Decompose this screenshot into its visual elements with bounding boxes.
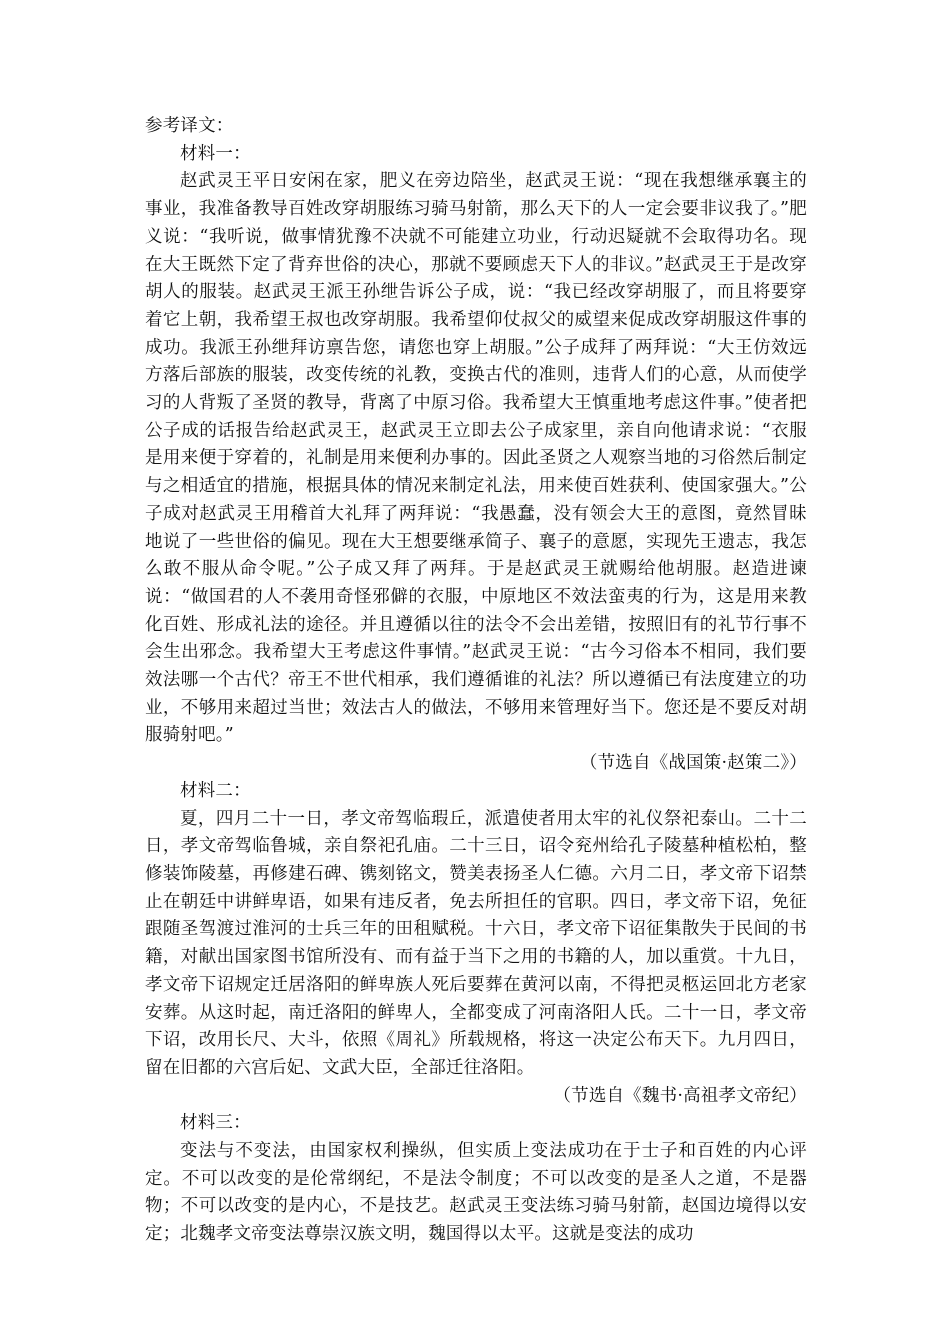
material-1-text: 赵武灵王平日安闲在家，肥义在旁边陪坐，赵武灵王说：“现在我想继承襄主的事业，我准备教导百姓改穿胡服练习骑马射箭，那么天下的人一定会要非议我了。”肥义说：“我听说，做事情犹豫不决就不可能建立功业，行动迟疑就不会取得功名。现在大王既然下定了背弃世俗的决心，那就不要顾虑天下人的非议。”赵武灵王于是改穿胡人的服装。赵武灵王派王孙绁告诉公子成，说：“我已经改穿胡服了，而且将要穿着它上朝，我希望王叔也改穿胡服。我希望仰仗叔父的威望来促成改穿胡服这件事的成功。我派王孙绁拜访禀告您，请您也穿上胡服。”公子成拜了两拜说：“大王仿效远方落后部族的服装，改变传统的礼教，变换古代的准则，违背人们的心意，从而使学习的人背叛了圣贤的教导，背离了中原习俗。我希望大王慎重地考虑这件事。”使者把公子成的话报告给赵武灵王，赵武灵王立即去公子成家里，亲自向他请求说：“衣服是用来便于穿着的，礼制是用来便利办事的。因此圣贤之人观察当地的习俗然后制定与之相适宜的措施，根据具体的情况来制定礼法，用来使百姓获利、使国家强大。”公子成对赵武灵王用稽首大礼拜了两拜说：“我愚蠢，没有领会大王的意图，竟然冒昧地说了一些世俗的偏见。现在大王想要继承简子、襄子的意愿，实现先王遗志，我怎么敢不服从命令呢。”公子成又拜了两拜。于是赵武灵王就赐给他胡服。赵造进谏说：“做国君的人不袭用奇怪邪僻的衣服，中原地区不效法蛮夷的行为，这是用来教化百姓、形成礼法的途径。并且遵循以往的法令不会出差错，按照旧有的礼节行事不会生出邪念。我希望大王考虑这件事情。”赵武灵王说：“古今习俗本不相同，我们要效法哪一个古代？帝王不世代相承，我们遵循谁的礼法？所以遵循已有法度建立的功业，不够用来超过当世；效法古人的做法，不够用来管理好当下。您还是不要反对胡服骑射吧。” [145, 171, 807, 746]
document-heading: 参考译文： [145, 116, 234, 136]
material-1-label: 材料一： [180, 143, 251, 164]
document-page [145, 113, 807, 1249]
material-2-source: （节选自《魏书·高祖孝文帝纪） [553, 1085, 807, 1106]
material-3-text: 变法与不变法，由国家权利操纵，但实质上变法成功在于士子和百姓的内心评定。不可以改变的是伦常纲纪，不是法令制度；不可以改变的是圣人之道，不是器物；不可以改变的是内心，不是技艺。赵武灵王变法练习骑马射箭，赵国边境得以安定；北魏孝文帝变法尊崇汉族文明，魏国得以太平。这就是变法的成功 [145, 1141, 807, 1245]
material-1-source: （节选自《战国策·赵策二》） [579, 753, 807, 774]
material-2-label: 材料二： [180, 780, 251, 801]
material-2-text: 夏，四月二十一日，孝文帝驾临瑕丘，派遣使者用太牢的礼仪祭祀泰山。二十二日，孝文帝驾临鲁城，亲自祭祀孔庙。二十三日，诏令兖州给孔子陵墓种植松柏，整修装饰陵墓，再修建石碑、镌刻铭文，赞美表扬圣人仁德。六月二日，孝文帝下诏禁止在朝廷中讲鲜卑语，如果有违反者，免去所担任的官职。四日，孝文帝下诏，免征跟随圣驾渡过淮河的士兵三年的田租赋税。十六日，孝文帝下诏征集散失于民间的书籍，对献出国家图书馆所没有、而有益于当下之用的书籍的人，加以重赏。十九日，孝文帝下诏规定迁居洛阳的鲜卑族人死后要葬在黄河以南，不得把灵柩运回北方老家安葬。从这时起，南迁洛阳的鲜卑人，全都变成了河南洛阳人氏。二十一日，孝文帝下诏，改用长尺、大斗，依照《周礼》所载规格，将这一决定公布天下。九月四日，留在旧都的六宫后妃、文武大臣，全部迁往洛阳。 [145, 808, 807, 1078]
material-3-label: 材料三： [180, 1113, 251, 1134]
